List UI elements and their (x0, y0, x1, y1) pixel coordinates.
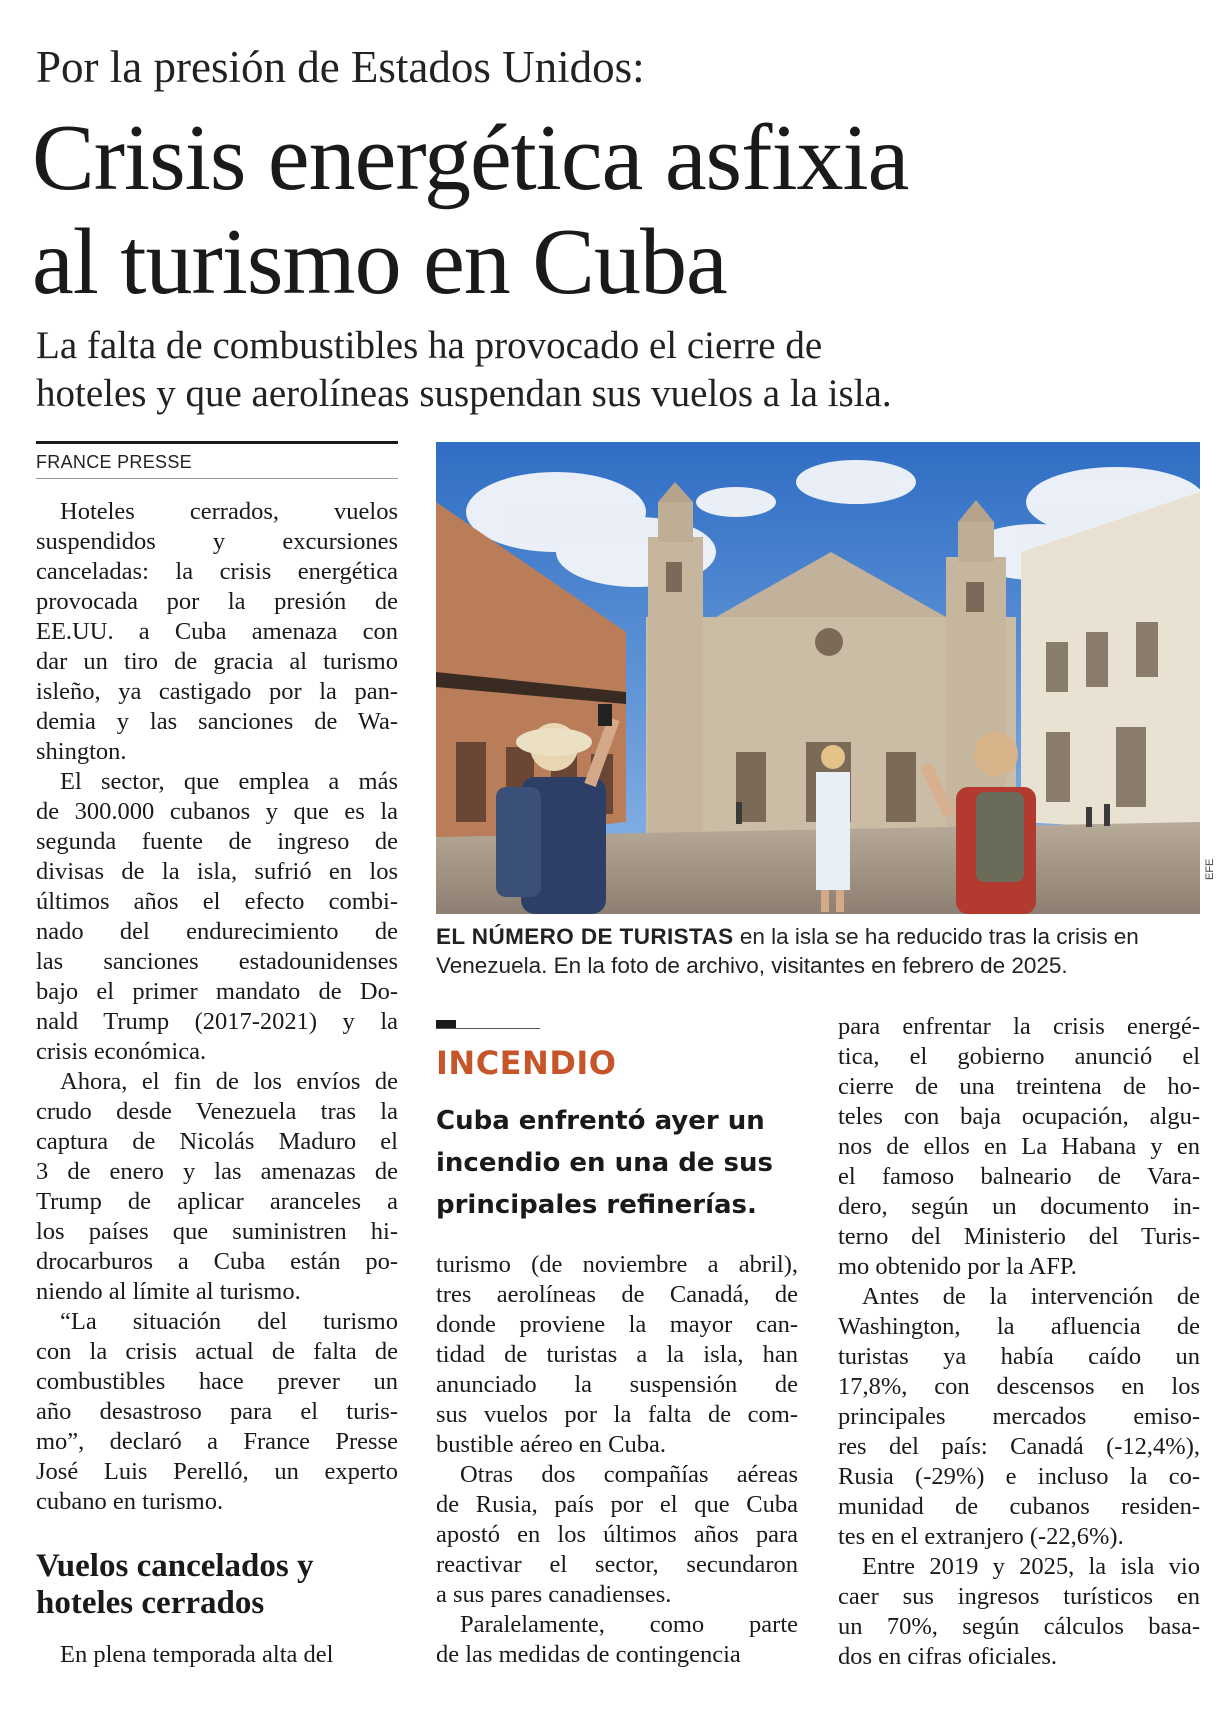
text-line: Washington, la afluencia de (838, 1313, 1200, 1340)
sidebar-text-line-1: Cuba enfrentó ayer un (436, 1106, 765, 1136)
text-line: Ahora, el fin de los envíos de (60, 1068, 398, 1095)
photo-caption (436, 922, 1200, 980)
subhead (36, 1548, 313, 1622)
caption-lead: EL NÚMERO DE TURISTAS (436, 924, 734, 949)
text-line: con la crisis actual de falta de (36, 1338, 398, 1365)
text-line: los países que suministren hi- (36, 1218, 398, 1245)
text-line: bajo el primer mandato de Do- (36, 978, 398, 1005)
text-line: Antes de la intervención de (862, 1283, 1200, 1310)
text-line: nado del endurecimiento de (36, 918, 398, 945)
text-line: a sus pares canadienses. (436, 1581, 672, 1608)
text-line: munidad de cubanos residen- (838, 1493, 1200, 1520)
byline-rule-thin (36, 478, 398, 479)
text-line: reactivar el sector, secundaron (436, 1551, 798, 1578)
headline-line-2: al turismo en Cuba (32, 210, 727, 314)
text-line: Paralelamente, como parte (460, 1611, 798, 1638)
text-line: suspendidos y excursiones (36, 528, 398, 555)
headline-line-1: Crisis energética asfixia (32, 106, 909, 210)
text-line: segunda fuente de ingreso de (36, 828, 398, 855)
text-line: de Rusia, país por el que Cuba (436, 1491, 798, 1518)
sidebar-text-line-3: principales refinerías. (436, 1190, 757, 1220)
text-line: shington. (36, 738, 127, 765)
subhead-line-2: hoteles cerrados (36, 1585, 265, 1621)
text-line: nos de ellos en La Habana y en (838, 1133, 1200, 1160)
text-line: provocada por la presión de (36, 588, 398, 615)
dek-line-2: hoteles y que aerolíneas suspendan sus vuelos a la isla. (36, 372, 892, 415)
text-line: demia y las sanciones de Wa- (36, 708, 398, 735)
text-line: las sanciones estadounidenses (36, 948, 398, 975)
column-1 (36, 497, 398, 1517)
column-1-continuation (36, 1640, 398, 1670)
dek-line-1: La falta de combustibles ha provocado el cierre de (36, 324, 823, 367)
text-line: cubano en turismo. (36, 1488, 224, 1515)
text-line: sus vuelos por la falta de com- (436, 1401, 798, 1428)
caption-line-1-rest: en la isla se ha reducido tras la crisis en (733, 924, 1139, 949)
text-line: Trump de aplicar aranceles a (36, 1188, 398, 1215)
text-line: un 70%, según cálculos basa- (838, 1613, 1200, 1640)
text-line: “La situación del turismo (60, 1308, 398, 1335)
caption-line-1 (436, 922, 1200, 951)
column-2 (436, 1250, 798, 1670)
text-line: turismo (de noviembre a abril), (436, 1251, 798, 1278)
subhead-line-1: Vuelos cancelados y (36, 1548, 314, 1584)
sidebar-tag: INCENDIO (436, 1044, 617, 1082)
text-line: niendo al límite al turismo. (36, 1278, 301, 1305)
text-line: 17,8%, con descensos en los (838, 1373, 1200, 1400)
sidebar-rule (436, 1028, 540, 1029)
text-line: isleño, ya castigado por la pan- (36, 678, 398, 705)
text-line: donde proviene la mayor can- (436, 1311, 798, 1338)
text-line: terno del Ministerio del Turis- (838, 1223, 1200, 1250)
text-line: crudo desde Venezuela tras la (36, 1098, 398, 1125)
text-line: mo”, declaró a France Presse (36, 1428, 398, 1455)
text-line: res del país: Canadá (-12,4%), (838, 1433, 1200, 1460)
text-line: captura de Nicolás Maduro el (36, 1128, 398, 1155)
text-line: En plena temporada alta del (60, 1641, 334, 1668)
text-line: tica, el gobierno anunció el (838, 1043, 1200, 1070)
text-line: crisis económica. (36, 1038, 207, 1065)
text-line: Otras dos compañías aéreas (460, 1461, 798, 1488)
caption-line-2: Venezuela. En la foto de archivo, visitantes en febrero de 2025. (436, 953, 1068, 978)
byline-rule (36, 441, 398, 444)
photo-credit: EFE (1204, 858, 1216, 880)
text-line: José Luis Perelló, un experto (36, 1458, 398, 1485)
text-line: drocarburos a Cuba están po- (36, 1248, 398, 1275)
text-line: dero, según un documento in- (838, 1193, 1200, 1220)
text-line: el famoso balneario de Vara- (838, 1163, 1200, 1190)
text-line: combustibles hace prever un (36, 1368, 398, 1395)
text-line: tres aerolíneas de Canadá, de (436, 1281, 798, 1308)
column-3 (838, 1012, 1200, 1672)
text-line: de 300.000 cubanos y que es la (36, 798, 398, 825)
text-line: bustible aéreo en Cuba. (436, 1431, 666, 1458)
text-line: divisas de la isla, sufrió en los (36, 858, 398, 885)
text-line: cierre de una treintena de ho- (838, 1073, 1200, 1100)
text-line: de las medidas de contingencia (436, 1641, 741, 1668)
kicker: Por la presión de Estados Unidos: (36, 42, 645, 92)
text-line: tidad de turistas a la isla, han (436, 1341, 798, 1368)
text-line: Entre 2019 y 2025, la isla vio (862, 1553, 1200, 1580)
dek (36, 322, 892, 418)
text-line: principales mercados emiso- (838, 1403, 1200, 1430)
text-line: para enfrentar la crisis energé- (838, 1013, 1200, 1040)
text-line: nald Trump (2017-2021) y la (36, 1008, 398, 1035)
text-line: últimos años el efecto combi- (36, 888, 398, 915)
text-line: teles con baja ocupación, algu- (838, 1103, 1200, 1130)
text-line: mo obtenido por la AFP. (838, 1253, 1077, 1280)
byline: FRANCE PRESSE (36, 452, 192, 472)
text-line: 3 de enero y las amenazas de (36, 1158, 398, 1185)
text-line: apostó en los últimos años para (436, 1521, 798, 1548)
text-line: canceladas: la crisis energética (36, 558, 398, 585)
text-line: tes en el extranjero (-22,6%). (838, 1523, 1124, 1550)
text-line: dar un tiro de gracia al turismo (36, 648, 398, 675)
text-line: El sector, que emplea a más (60, 768, 398, 795)
text-line: anunciado la suspensión de (436, 1371, 798, 1398)
text-line: caer sus ingresos turísticos en (838, 1583, 1200, 1610)
text-line: EE.UU. a Cuba amenaza con (36, 618, 398, 645)
sidebar-text (436, 1100, 773, 1226)
sidebar-text-line-2: incendio en una de sus (436, 1148, 773, 1178)
headline (32, 106, 908, 314)
cathedral-photo (436, 442, 1200, 914)
text-line: Rusia (-29%) e incluso la co- (838, 1463, 1200, 1490)
text-line: dos en cifras oficiales. (838, 1643, 1058, 1670)
photo-illustration (436, 442, 1200, 914)
text-line: Hoteles cerrados, vuelos (60, 498, 398, 525)
text-line: turistas ya había caído un (838, 1343, 1200, 1370)
text-line: año desastroso para el turis- (36, 1398, 398, 1425)
